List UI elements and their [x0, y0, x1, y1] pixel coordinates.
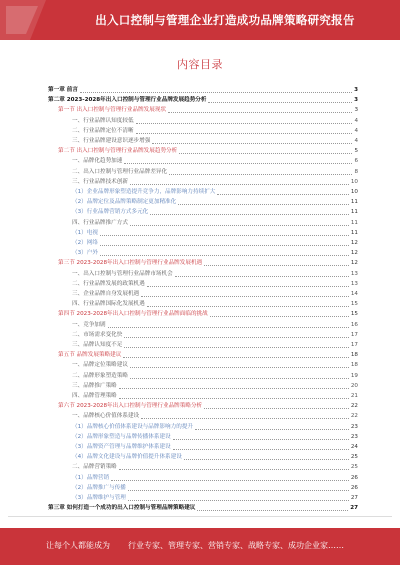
toc-entry-label: （2）品牌形象塑造与品牌传播体系建设 [72, 433, 171, 440]
toc-entry-label: 第四节 2023-2028年出入口控制与管理行业品牌面临的挑战 [58, 311, 208, 318]
toc-entry-page: 12 [350, 250, 358, 257]
toc-entry-page: 25 [350, 464, 358, 471]
toc-entry-page: 4 [354, 117, 358, 124]
toc-entry[interactable] [48, 86, 358, 95]
toc-entry-page: 17 [350, 342, 358, 348]
toc-entry-page: 15 [350, 301, 358, 308]
footer-divider [8, 516, 392, 517]
toc-entry-label: （2）品牌推广与传播 [72, 484, 126, 491]
toc-entry[interactable] [48, 96, 358, 105]
toc-entry-page: 3 [354, 97, 358, 104]
toc-entry-page: 22 [350, 403, 358, 410]
toc-leader-dots [147, 306, 349, 307]
toc-entry-page: 13 [350, 280, 358, 287]
toc-entry-label: （1）品牌核心价值体系建设与品牌影响力的提升 [72, 423, 194, 430]
toc-leader-dots [152, 143, 352, 144]
toc-leader-dots [100, 235, 349, 236]
toc-entry-label: （3）户外 [72, 250, 98, 257]
toc-entry[interactable] [72, 392, 358, 401]
toc-leader-dots [150, 214, 349, 215]
toc-leader-dots [210, 316, 349, 317]
toc-entry[interactable] [72, 219, 358, 228]
toc-leader-dots [119, 388, 349, 389]
toc-leader-dots [100, 245, 349, 246]
toc-leader-dots [130, 184, 349, 185]
toc-entry[interactable] [72, 239, 358, 248]
toc-leader-dots [119, 469, 349, 470]
toc-entry-page: 17 [350, 331, 358, 338]
toc-entry[interactable] [72, 168, 358, 177]
toc-leader-dots [130, 378, 349, 379]
toc-entry[interactable] [72, 300, 358, 309]
toc-entry[interactable] [72, 474, 358, 483]
toc-entry[interactable] [72, 423, 358, 432]
toc-entry-label: （2）网络 [72, 240, 98, 246]
toc-entry[interactable] [72, 127, 358, 136]
toc-entry-label: 四、行业品牌推广方式 [72, 219, 128, 226]
toc-entry-page: 6 [354, 158, 358, 165]
toc-entry-label: （4）品牌文化建设与品牌价值提升体系建设 [72, 454, 182, 461]
toc-entry[interactable] [72, 198, 358, 207]
toc-entry-page: 22 [350, 413, 358, 420]
toc-entry-label: 第五节 品牌发展策略建议 [58, 352, 122, 359]
toc-entry[interactable] [72, 484, 358, 493]
toc-entry-label: 第三节 2023-2028年出入口控制与管理行业品牌发展机遇 [58, 260, 203, 267]
toc-leader-dots [141, 296, 349, 297]
toc-entry[interactable] [72, 188, 358, 197]
toc-leader-dots [130, 367, 349, 368]
toc-entry[interactable] [72, 178, 358, 187]
toc-entry-label: （1）企业品牌形象塑造提升竞争力，品牌影响力持续扩大 [72, 189, 216, 195]
toc-entry-label: 二、市场需求变化快 [72, 331, 123, 338]
toc-leader-dots [147, 286, 349, 287]
toc-entry-page: 4 [354, 138, 358, 144]
toc-leader-dots [136, 123, 353, 124]
toc-entry-page: 10 [350, 189, 358, 195]
toc-entry-page: 3 [354, 87, 358, 93]
toc-entry-label: （3）品牌资产管理与品牌维护体系建设 [72, 444, 171, 450]
toc-entry-page: 5 [354, 148, 358, 155]
toc-entry[interactable] [72, 280, 358, 289]
toc-entry-page: 4 [354, 127, 358, 134]
toc-entry[interactable] [58, 147, 358, 156]
toc-entry-page: 19 [350, 372, 358, 379]
toc-leader-dots [175, 276, 349, 277]
toc-entry-label: 一、行业品牌认知度较低 [72, 117, 134, 124]
toc-entry-page: 10 [350, 178, 358, 185]
toc-leader-dots [124, 347, 349, 348]
toc-entry-label: （3）品牌维护与管理 [72, 495, 126, 501]
toc-entry-label: 第一章 前言 [48, 87, 78, 93]
toc-entry[interactable] [72, 117, 358, 126]
toc-entry-label: 二、品牌形象塑造策略 [72, 372, 128, 379]
toc-leader-dots [195, 429, 349, 430]
toc-entry[interactable] [72, 361, 358, 370]
toc-entry-label: 三、企业品牌自身发展机遇 [72, 291, 140, 297]
toc-leader-dots [168, 112, 352, 113]
toc-entry-page: 27 [350, 505, 358, 512]
toc-entry-page: 16 [350, 321, 358, 328]
toc-entry-page: 3 [354, 107, 358, 114]
toc-entry-label: （3）行业品牌营销方式多元化 [72, 209, 149, 216]
toc-entry-page: 27 [350, 495, 358, 501]
toc-entry-label: 四、品牌管理策略 [72, 393, 117, 399]
toc-leader-dots [119, 398, 349, 399]
toc-entry-label: 二、出入口控制与管理行业品牌差异化 [72, 168, 168, 175]
toc-entry-page: 18 [350, 352, 358, 359]
toc-entry-label: （2）品牌定位及品牌策略制定更加精准化 [72, 199, 177, 206]
toc-entry[interactable] [72, 463, 358, 472]
toc-entry[interactable] [72, 331, 358, 340]
toc-entry-label: 三、行业品牌技术创新 [72, 178, 128, 185]
toc-entry-label: 一、竞争加剧 [72, 321, 106, 328]
table-of-contents [48, 86, 358, 526]
toc-entry-page: 12 [350, 240, 358, 246]
toc-entry-label: 第一节 出入口控制与管理行业品牌发展现状 [58, 107, 167, 114]
footer-slogan: 让每个人都能成为 [46, 541, 110, 550]
toc-entry-page: 21 [350, 393, 358, 399]
toc-heading: 内容目录 [177, 58, 223, 71]
toc-entry-page: 15 [350, 311, 358, 318]
toc-leader-dots [130, 225, 349, 226]
toc-entry[interactable] [48, 504, 358, 513]
toc-entry[interactable] [58, 259, 358, 268]
toc-entry[interactable] [72, 208, 358, 217]
toc-leader-dots [124, 337, 349, 338]
toc-leader-dots [128, 500, 349, 501]
toc-entry-page: 14 [350, 291, 358, 297]
toc-entry-page: 20 [350, 382, 358, 389]
toc-leader-dots [179, 153, 352, 154]
toc-entry[interactable] [72, 433, 358, 442]
toc-entry-page: 11 [350, 199, 358, 206]
toc-entry-label: 四、行业品牌国际化发展机遇 [72, 301, 145, 308]
toc-entry[interactable] [58, 310, 358, 319]
toc-entry[interactable] [72, 382, 358, 391]
toc-entry-label: 二、行业品牌发展的政策机遇 [72, 280, 145, 287]
toc-entry[interactable] [72, 137, 358, 146]
toc-entry-page: 26 [350, 484, 358, 491]
toc-entry-label: （1）电视 [72, 229, 98, 236]
toc-entry[interactable] [72, 341, 358, 350]
toc-entry-label: 第二节 出入口控制与管理行业品牌发展趋势分析 [58, 148, 178, 155]
report-title: 出入口控制与管理企业打造成功品牌策略研究报告 [95, 13, 355, 27]
toc-entry[interactable] [72, 494, 358, 503]
toc-entry[interactable] [72, 412, 358, 421]
toc-entry-page: 26 [350, 474, 358, 481]
toc-entry[interactable] [72, 249, 358, 258]
toc-entry-label: 第二章 2023-2028年出入口控制与管理行业品牌发展趋势分析 [48, 97, 207, 104]
toc-leader-dots [173, 449, 349, 450]
brand-logo-icon [0, 0, 48, 40]
toc-entry-page: 25 [350, 454, 358, 461]
toc-entry[interactable] [72, 290, 358, 299]
toc-entry-label: 三、品牌认知度不足 [72, 342, 123, 348]
toc-leader-dots [217, 194, 348, 195]
toc-entry-page: 23 [350, 423, 358, 430]
toc-entry-page: 24 [350, 444, 358, 450]
toc-entry-label: 三、品牌推广策略 [72, 382, 117, 389]
toc-leader-dots [123, 357, 349, 358]
toc-entry[interactable] [72, 372, 358, 381]
toc-entry[interactable] [58, 351, 358, 360]
toc-entry[interactable] [58, 106, 358, 115]
toc-leader-dots [204, 408, 349, 409]
toc-entry-page: 11 [350, 209, 358, 216]
toc-entry-label: 一、品牌化趋势加速 [72, 158, 123, 165]
toc-entry[interactable] [72, 270, 358, 279]
toc-leader-dots [141, 418, 349, 419]
toc-entry-page: 12 [350, 260, 358, 267]
toc-entry-label: 三、行业品牌建设意识逐步增强 [72, 138, 151, 144]
toc-entry-page: 11 [350, 219, 358, 226]
toc-leader-dots [128, 490, 349, 491]
toc-entry-page: 8 [354, 168, 358, 175]
toc-leader-dots [208, 102, 352, 103]
toc-entry-label: 一、品牌定位策略建议 [72, 362, 128, 369]
toc-entry-page: 23 [350, 433, 358, 440]
toc-leader-dots [111, 480, 349, 481]
toc-entry[interactable] [72, 443, 358, 452]
toc-entry-label: 第三章 如何打造一个成功的出入口控制与管理品牌策略建议 [48, 505, 196, 512]
toc-entry-label: 第六节 2023-2028年出入口控制与管理行业品牌策略分析 [58, 403, 203, 410]
toc-entry-label: 一、出入口控制与管理行业品牌市场机会 [72, 270, 173, 277]
toc-leader-dots [80, 92, 352, 93]
toc-leader-dots [173, 439, 349, 440]
footer-tags: 行业专家、管理专家、营销专家、战略专家、成功企业家…… [128, 541, 344, 550]
toc-entry-label: 二、行业品牌定位不清晰 [72, 127, 134, 134]
toc-entry-page: 18 [350, 362, 358, 369]
toc-leader-dots [136, 133, 353, 134]
toc-entry[interactable] [72, 453, 358, 462]
toc-leader-dots [100, 255, 349, 256]
toc-entry[interactable] [72, 229, 358, 238]
top-banner [0, 0, 400, 40]
toc-entry[interactable] [72, 157, 358, 166]
toc-leader-dots [184, 459, 349, 460]
toc-entry[interactable] [58, 402, 358, 411]
toc-leader-dots [169, 174, 352, 175]
toc-leader-dots [197, 510, 348, 511]
toc-entry-label: 一、品牌核心价值体系建设 [72, 413, 140, 420]
toc-entry-label: （1）品牌营销 [72, 474, 110, 481]
toc-entry[interactable] [72, 321, 358, 330]
toc-leader-dots [178, 204, 349, 205]
toc-entry-page: 13 [350, 270, 358, 277]
toc-leader-dots [204, 265, 349, 266]
bottom-banner [0, 528, 400, 565]
toc-leader-dots [108, 327, 349, 328]
toc-leader-dots [124, 163, 352, 164]
toc-entry-page: 11 [350, 229, 358, 236]
toc-entry-label: 二、品牌营销策略 [72, 464, 117, 471]
